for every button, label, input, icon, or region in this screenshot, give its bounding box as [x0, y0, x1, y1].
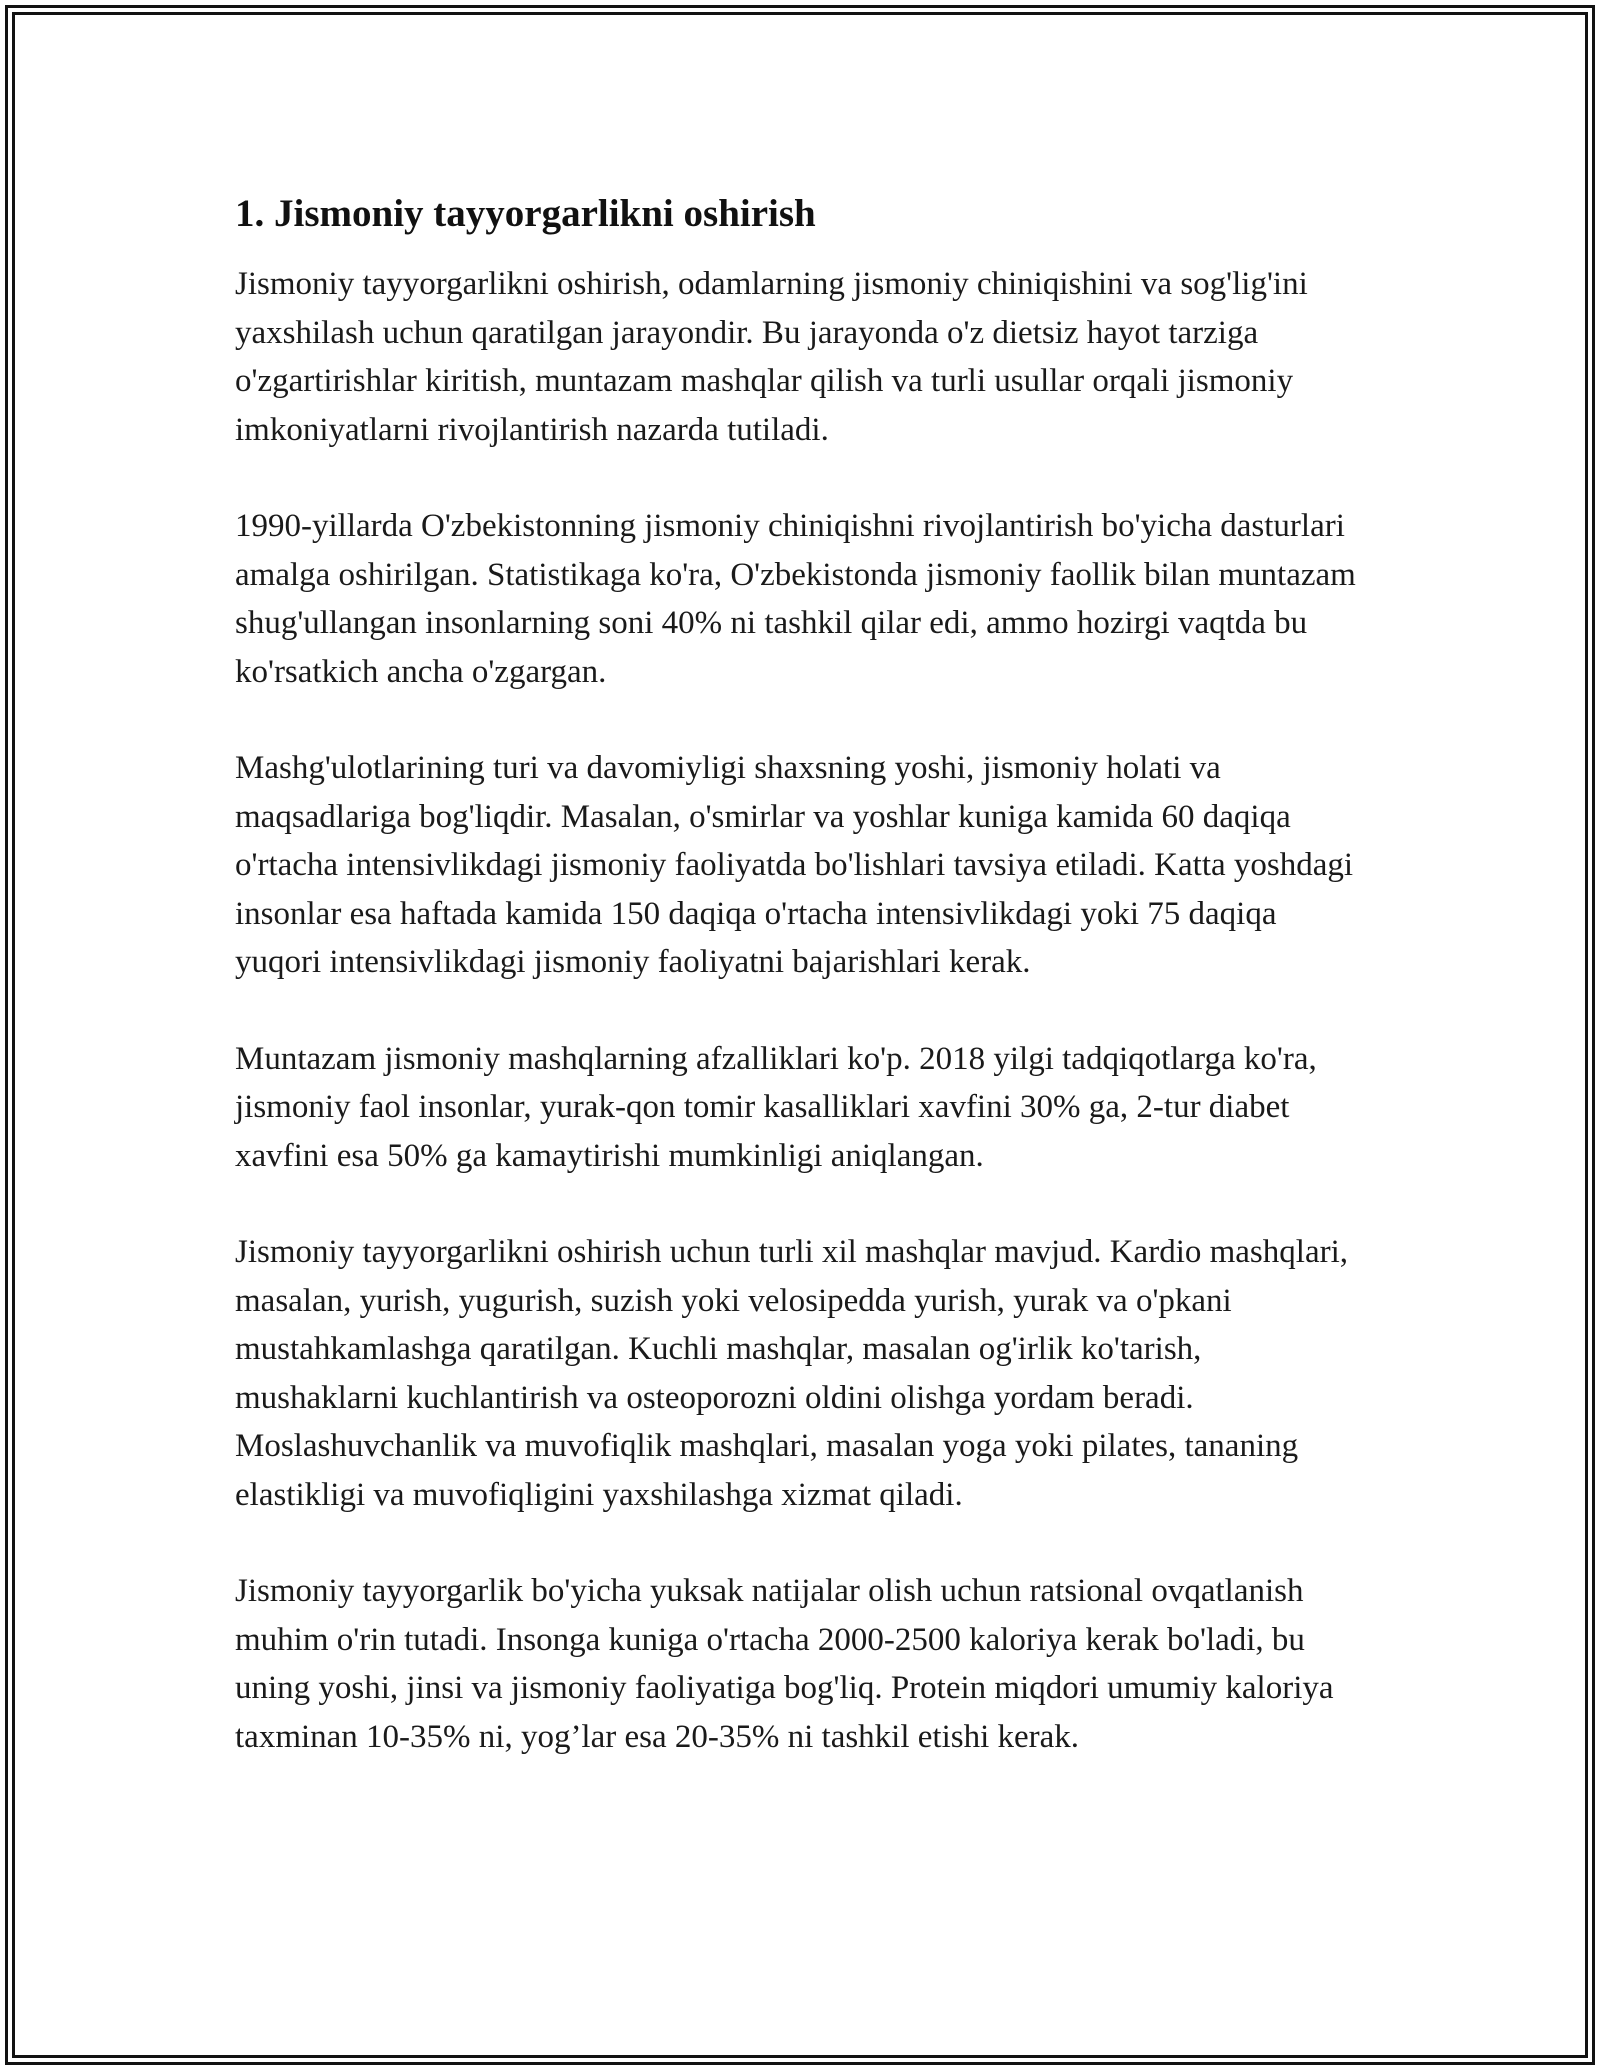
paragraph-intro: Jismoniy tayyorgarlikni oshirish, odamlarning jismoniy chiniqishini va sog'lig'ini yaxshilash uchun qaratilgan jarayondir. Bu jarayonda o'z dietsiz hayot tarziga o'zgartirishlar kiritish, muntazam mashqlar qilish va turli usullar orqali jismoniy imkoniyatlarni rivojlantirish nazarda tutiladi.	[235, 266, 1308, 448]
paragraph-duration: Mashg'ulotlarining turi va davomiyligi shaxsning yoshi, jismoniy holati va maqsadlariga bog'liqdir. Masalan, o'smirlar va yoshlar kuniga kamida 60 daqiqa o'rtacha intensivlikdagi jismoniy faoliyatda bo'lishlari tavsiya etiladi. Katta yoshdagi insonlar esa haftada kamida 150 daqiqa o'rtacha intensivlikdagi yoki 75 daqiqa yuqori intensivlikdagi jismoniy faoliyatni bajarishlari kerak.	[235, 750, 1354, 980]
paragraph-history: 1990-yillarda O'zbekistonning jismoniy chiniqishni rivojlantirish bo'yicha dasturlari amalga oshirilgan. Statistikaga ko'ra, O'zbekistonda jismoniy faollik bilan muntazam shug'ullangan insonlarning soni 40% ni tashkil qilar edi, ammo hozirgi vaqtda bu ko'rsatkich ancha o'zgargan.	[235, 508, 1356, 690]
paragraph-exercise-types: Jismoniy tayyorgarlikni oshirish uchun turli xil mashqlar mavjud. Kardio mashqlari, masalan, yurish, yugurish, suzish yoki velosipedda yurish, yurak va o'pkani mustahkamlashga qaratilgan. Kuchli mashqlar, masalan og'irlik ko'tarish, mushaklarni kuchlantirish va osteoporozni oldini olishga yordam beradi. Moslashuvchanlik va muvofiqlik mashqlari, masalan yoga yoki pilates, tananing elastikligi va muvofiqligini yaxshilashga xizmat qiladi.	[235, 1234, 1348, 1513]
paragraph-nutrition: Jismoniy tayyorgarlik bo'yicha yuksak natijalar olish uchun ratsional ovqatlanish muhim o'rin tutadi. Insonga kuniga o'rtacha 2000-2500 kaloriya kerak bo'ladi, bu uning yoshi, jinsi va jismoniy faoliyatiga bog'liq. Protein miqdori umumiy kaloriya taxminan 10-35% ni, yog’lar esa 20-35% ni tashkil etishi kerak.	[235, 1573, 1334, 1755]
section-heading: 1. Jismoniy tayyorgarlikni oshirish	[235, 192, 816, 235]
document-body	[235, 188, 1365, 1809]
paragraph-benefits: Muntazam jismoniy mashqlarning afzalliklari ko'p. 2018 yilgi tadqiqotlarga ko'ra, jismoniy faol insonlar, yurak-qon tomir kasalliklari xavfini 30% ga, 2-tur diabet xavfini esa 50% ga kamaytirishi mumkinligi aniqlangan.	[235, 1040, 1317, 1174]
